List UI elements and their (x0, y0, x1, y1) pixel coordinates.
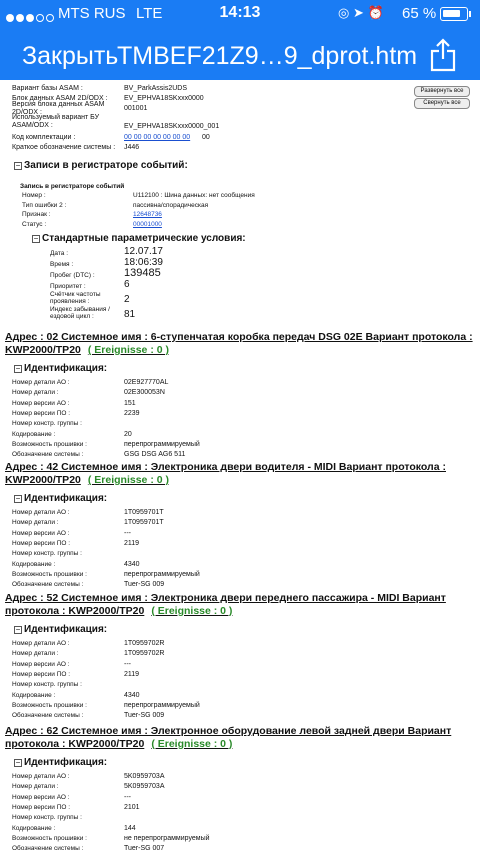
status-bar (0, 0, 480, 28)
field-label: Обозначение системы : (12, 712, 84, 720)
field-label: Используемый вариант БУ ASAM/ODX : (12, 114, 100, 129)
field-value: U112100 : Шина данных: нет сообщения (133, 192, 255, 199)
location-icon: ◎ ➤ ⏰ (338, 5, 384, 20)
field-label: Признак : (22, 211, 51, 218)
document-title: TMBEF21Z9…9_dprot.htm (117, 42, 418, 70)
module-events-count: ( Ereignisse : 0 ) (151, 605, 233, 617)
field-label: Возможность прошивки : (12, 701, 87, 709)
field-label: Блок данных ASAM 2D/ODX : (12, 95, 108, 102)
field-value: Tuer-SG 009 (124, 581, 165, 589)
module-address-header[interactable] (5, 592, 475, 618)
field-label: Возможность прошивки : (12, 570, 87, 578)
field-label: Номер констр. группы : (12, 814, 82, 822)
field-label: Кодирование : (12, 691, 56, 699)
field-value: 02E927770AL (124, 379, 169, 386)
field-value: 6 (124, 279, 130, 290)
battery-percent: 65 % (402, 5, 437, 22)
field-value: 5K0959703A (124, 783, 165, 791)
field-label: Номер констр. группы : (12, 681, 82, 689)
field-value: 1T0959702R (124, 650, 165, 658)
field-label: Номер детали АО : (12, 640, 70, 647)
field-value: 1T0959701T (124, 519, 164, 527)
field-value: 18:06:39 (124, 257, 163, 268)
std-params-heading: Стандартные параметрические условия: (42, 233, 246, 244)
field-label: Краткое обозначение системы : (12, 144, 116, 151)
field-label: Номер версии АО : (12, 529, 70, 537)
field-value: 81 (124, 309, 136, 320)
field-label: Вариант базы ASAM : (12, 85, 83, 92)
field-label: Счётчик частоты проявления : (50, 291, 101, 305)
field-value: 5K0959703A (124, 773, 165, 780)
field-value: 12.07.17 (124, 246, 163, 257)
field-label: Номер детали : (12, 389, 59, 397)
field-label: Обозначение системы : (12, 581, 84, 589)
field-label: Возможность прошивки : (12, 834, 87, 842)
identification-heading: Идентификация: (24, 363, 108, 374)
collapse-all-button[interactable]: Свернуть все (414, 98, 470, 109)
field-value: 4340 (124, 691, 140, 699)
field-label: Статус : (22, 221, 47, 228)
field-value: 2119 (124, 670, 140, 678)
close-button[interactable]: Закрыть (22, 42, 119, 70)
field-label: Тип ошибки 2 : (22, 202, 67, 209)
module-protocol: протокола : KWP2000/TP20 (5, 605, 145, 617)
field-value: EV_EPHVA18SKxxx0000_001 (124, 123, 220, 130)
field-value: GSG DSG AG6 511 (124, 451, 186, 459)
field-label: Кодирование : (12, 560, 56, 568)
collapse-ident-toggle[interactable]: − (15, 625, 21, 634)
field-value: 139485 (124, 267, 161, 279)
field-label: Номер констр. группы : (12, 420, 82, 428)
identification-heading: Идентификация: (24, 624, 108, 635)
field-label: Номер детали АО : (12, 773, 70, 780)
field-value: 144 (124, 824, 136, 832)
field-value: пассивна/спорадическая (133, 202, 209, 209)
module-protocol: KWP2000/TP20 (5, 474, 81, 486)
status-time: 14:13 (219, 4, 261, 21)
field-label: Индекс забывания / ездовой цикл : (50, 306, 110, 320)
field-value: перепрограммируемый (124, 440, 200, 448)
events-heading: Записи в регистраторе событий: (24, 160, 188, 171)
field-label: Версия блока данных ASAM 2D/ODX : (12, 101, 105, 116)
field-value: перепрограммируемый (124, 570, 200, 578)
field-label: Номер версии АО : (12, 660, 70, 668)
field-label: Номер версии ПО : (12, 409, 71, 417)
field-label: Номер версии ПО : (12, 670, 71, 678)
field-label: Номер детали : (12, 650, 59, 658)
module-events-count: ( Ereignisse : 0 ) (87, 474, 169, 486)
carrier-name: MTS RUS (58, 5, 126, 22)
field-value: BV_ParkAssis2UDS (124, 85, 188, 92)
field-label: Код комплектации : (12, 134, 76, 141)
field-value[interactable]: 00001000 (133, 221, 162, 228)
collapse-std-toggle[interactable]: − (33, 234, 39, 243)
module-protocol: KWP2000/TP20 (5, 344, 81, 356)
module-events-count: ( Ereignisse : 0 ) (87, 344, 169, 356)
module-title: Адрес : 02 Системное имя : 6-ступенчатая коробка передач DSG 02E Вариант протокола : (5, 331, 473, 343)
field-value: 001001 (124, 105, 148, 112)
field-value: 2101 (124, 803, 140, 811)
collapse-ident-toggle[interactable]: − (15, 758, 21, 767)
field-label: Обозначение системы : (12, 451, 84, 459)
field-label: Возможность прошивки : (12, 440, 87, 448)
field-label: Номер детали АО : (12, 509, 70, 516)
module-title: Адрес : 42 Системное имя : Электроника двери водителя - MIDI Вариант протокола : (5, 461, 446, 473)
field-label: Время : (50, 261, 74, 268)
expand-all-button[interactable]: Развернуть все (414, 86, 470, 97)
field-value: Tuer-SG 009 (124, 712, 165, 720)
field-label: Номер версии ПО : (12, 803, 71, 811)
collapse-ident-toggle[interactable]: − (15, 494, 21, 503)
identification-heading: Идентификация: (24, 493, 108, 504)
module-address-header[interactable] (5, 331, 475, 357)
field-label: Дата : (50, 250, 69, 257)
field-value: 2239 (124, 409, 140, 417)
field-label: Номер детали : (12, 783, 59, 791)
field-value: --- (124, 529, 131, 537)
module-title: Адрес : 52 Системное имя : Электроника двери переднего пассажира - MIDI Вариант (5, 592, 446, 604)
field-value: EV_EPHVA18SKxxx0000 (124, 95, 204, 102)
module-address-header[interactable] (5, 725, 475, 751)
field-label: Кодирование : (12, 824, 56, 832)
field-label: Приоритет : (50, 283, 86, 290)
field-value: --- (124, 793, 131, 801)
field-value: 1T0959702R (124, 640, 165, 647)
field-value: --- (124, 660, 131, 668)
collapse-ident-toggle[interactable]: − (15, 364, 21, 373)
field-value: 2 (124, 294, 130, 305)
field-value: 20 (124, 430, 132, 438)
network-type: LTE (136, 5, 163, 22)
field-label: Номер версии ПО : (12, 539, 71, 547)
share-icon[interactable] (428, 38, 458, 72)
module-address-header[interactable] (5, 461, 475, 487)
field-label: Пробег (DTC) : (50, 272, 95, 279)
field-label: Номер : (22, 192, 46, 199)
collapse-events-toggle[interactable]: − (15, 161, 21, 170)
field-value: J446 (124, 144, 140, 151)
field-value: 151 (124, 399, 136, 407)
field-value-extra: 00 (202, 134, 210, 141)
field-label: Номер детали : (12, 519, 59, 527)
field-label: Кодирование : (12, 430, 56, 438)
field-value: 2119 (124, 539, 140, 547)
field-value: Tuer-SG 007 (124, 845, 165, 853)
battery-icon (440, 7, 468, 21)
field-label: Номер версии АО : (12, 793, 70, 801)
field-label: Номер констр. группы : (12, 550, 82, 558)
field-value: 4340 (124, 560, 140, 568)
module-protocol: протокола : KWP2000/TP20 (5, 738, 145, 750)
events-subheading: Запись в регистраторе событий (20, 183, 125, 190)
field-value[interactable]: 00 00 00 00 00 00 00 (124, 134, 191, 141)
field-value: 02E300053N (124, 389, 165, 397)
module-title: Адрес : 62 Системное имя : Электронное оборудование левой задней двери Вариант (5, 725, 452, 737)
field-label: Номер детали АО : (12, 379, 70, 386)
module-events-count: ( Ereignisse : 0 ) (151, 738, 233, 750)
field-value: 1T0959701T (124, 509, 164, 516)
field-label: Номер версии АО : (12, 399, 70, 407)
field-label: Обозначение системы : (12, 845, 84, 853)
field-value: перепрограммируемый (124, 701, 200, 709)
field-value[interactable]: 12648736 (133, 211, 162, 218)
document-view[interactable] (0, 80, 480, 854)
identification-heading: Идентификация: (24, 757, 108, 768)
field-value: не перепрограммируемый (124, 834, 210, 842)
